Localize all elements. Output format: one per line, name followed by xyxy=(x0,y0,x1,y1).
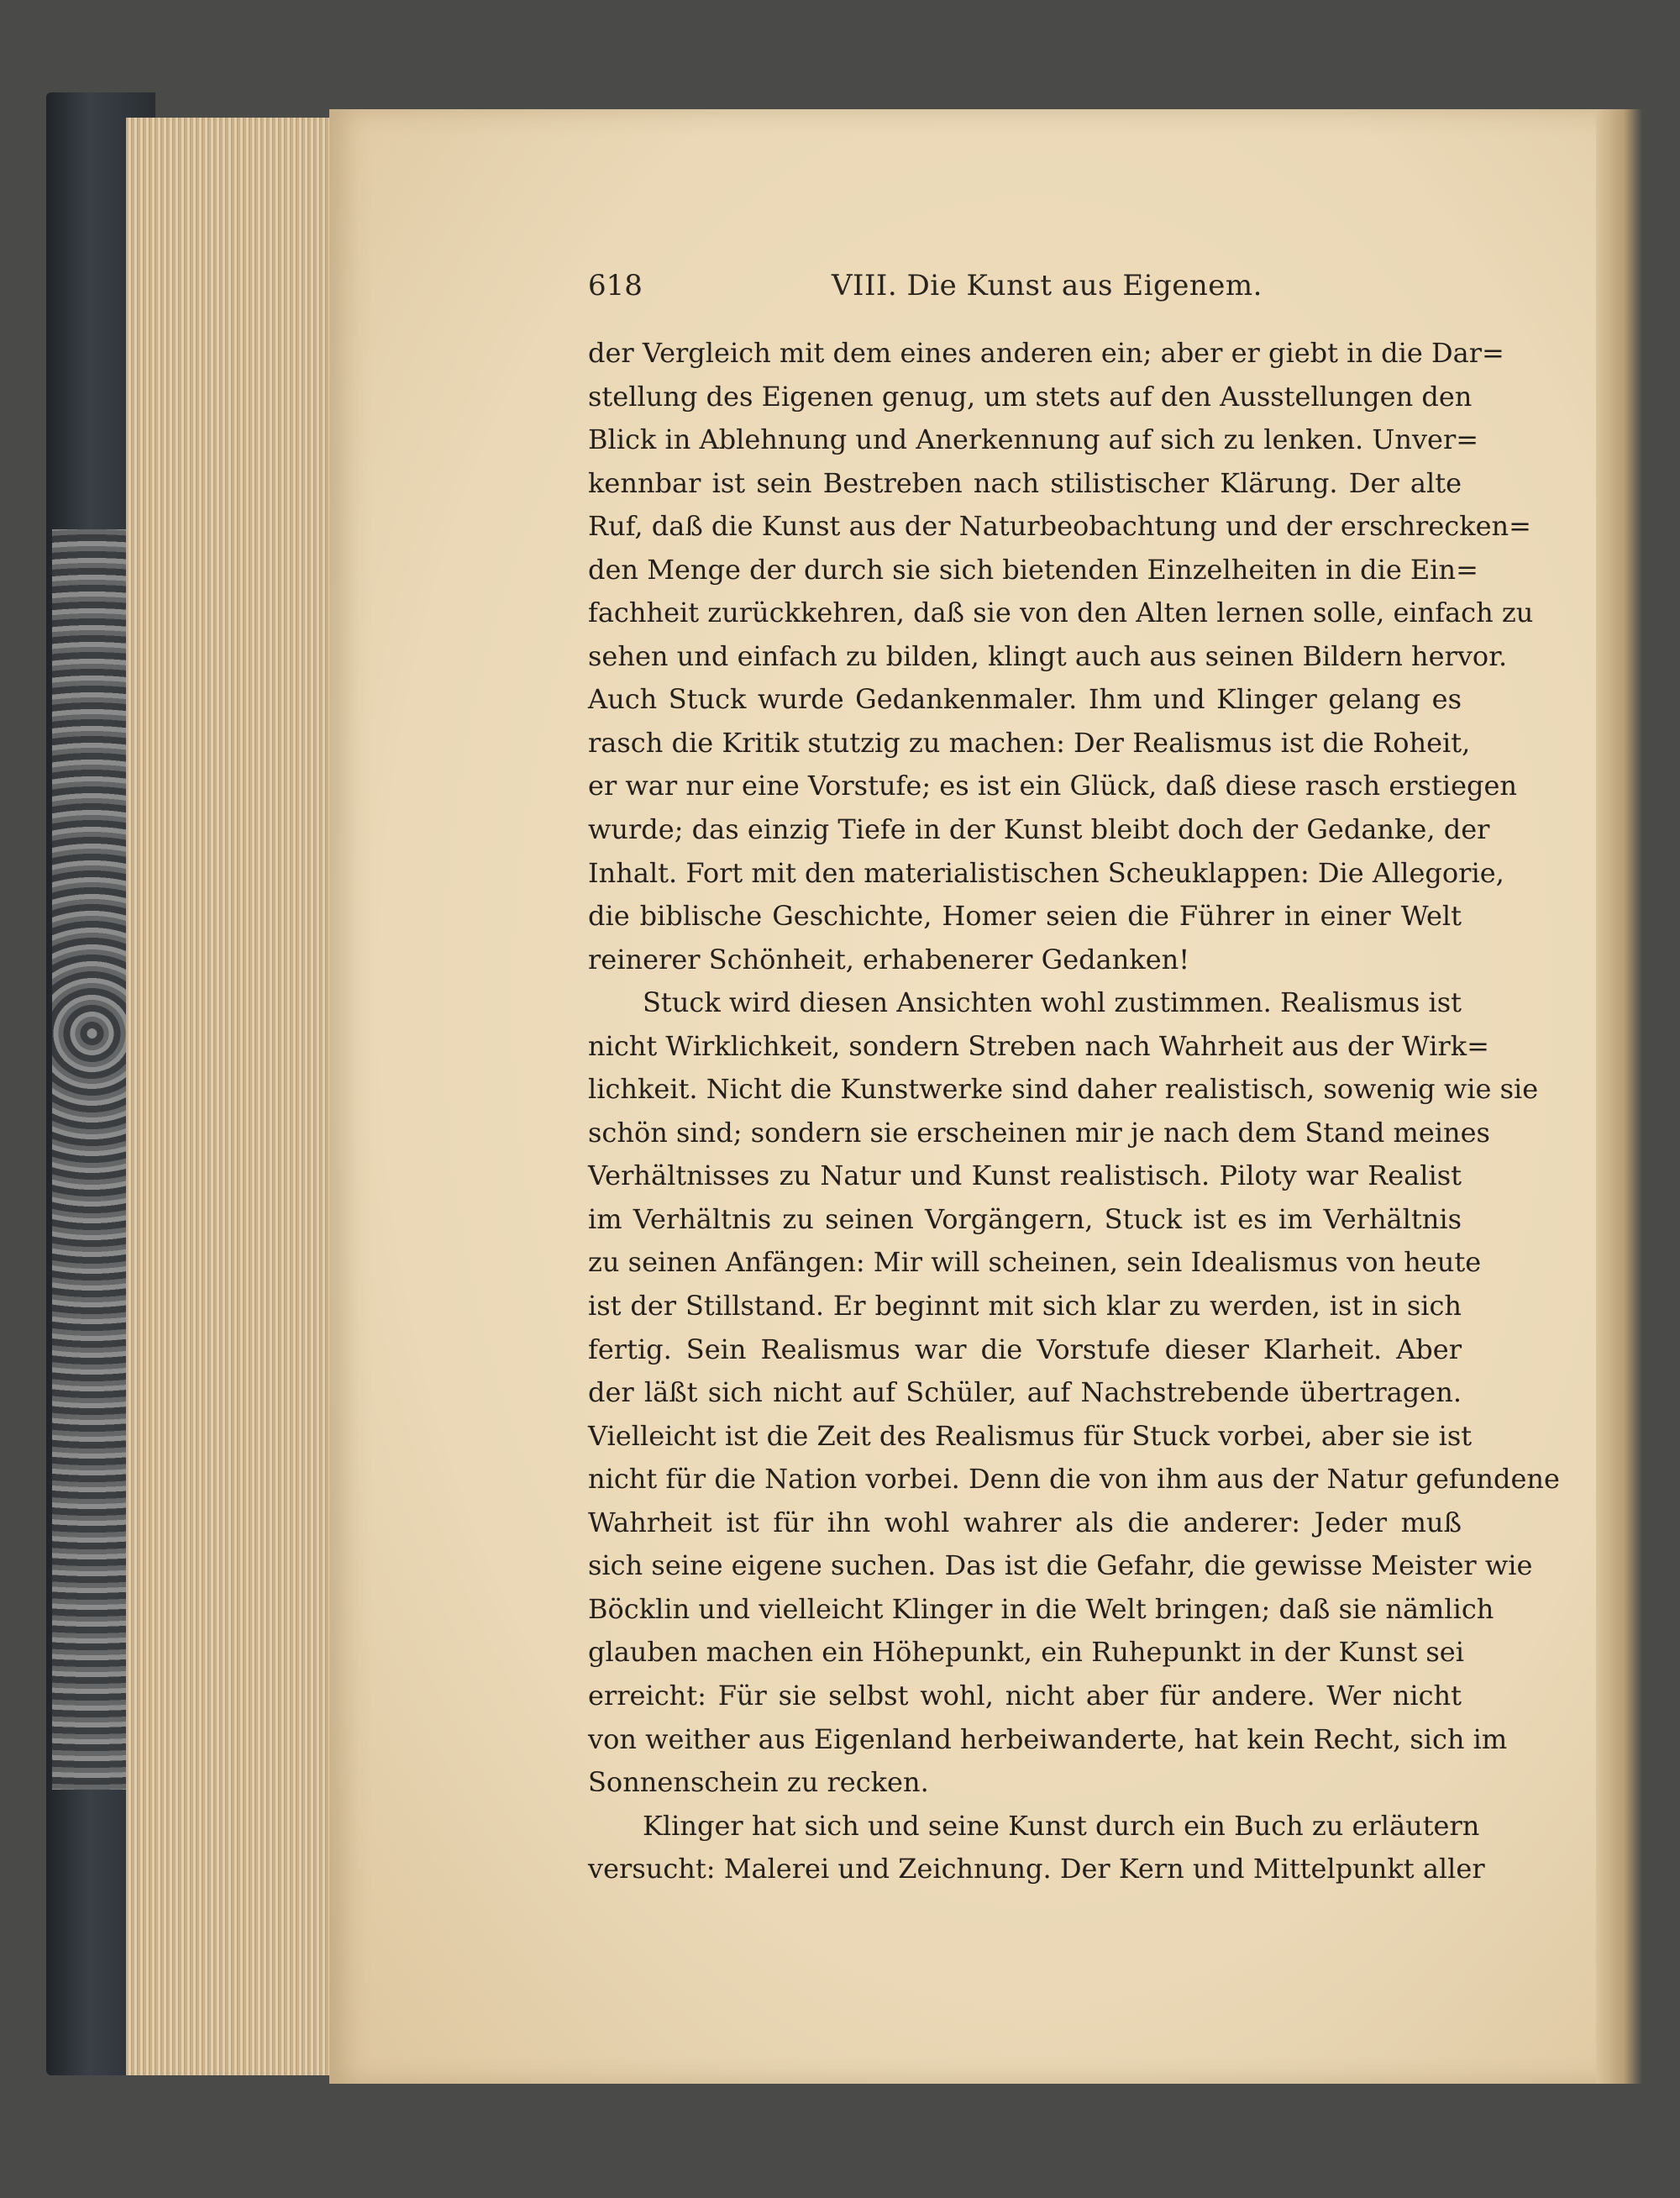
text-line: Stuck wird diesen Ansichten wohl zustimmen. Realismus ist xyxy=(643,986,1462,1019)
page-gutter-edge xyxy=(1596,109,1642,2084)
text-line: Blick in Ablehnung und Anerkennung auf sich zu lenken. Unver= xyxy=(588,423,1479,456)
text-line: kennbar ist sein Bestreben nach stilistischer Klärung. Der alte xyxy=(588,466,1462,499)
text-line: Ruf, daß die Kunst aus der Naturbeobachtung und der erschrecken= xyxy=(588,510,1531,543)
text-line: fachheit zurückkehren, daß sie von den Alten lernen solle, einfach zu xyxy=(588,597,1534,629)
text-line: Böcklin und vielleicht Klinger in die Welt bringen; daß sie nämlich xyxy=(588,1592,1494,1625)
text-line: reinerer Schönheit, erhabenerer Gedanken! xyxy=(588,943,1190,975)
text-line: Inhalt. Fort mit den materialistischen Scheuklappen: Die Allegorie, xyxy=(588,856,1504,889)
text-line: er war nur eine Vorstufe; es ist ein Glück, daß diese rasch erstiegen xyxy=(588,770,1518,802)
body-text xyxy=(588,332,1560,1891)
text-line: im Verhältnis zu seinen Vorgängern, Stuck ist es im Verhältnis xyxy=(588,1202,1462,1235)
text-line: schön sind; sondern sie erscheinen mir je nach dem Stand meines xyxy=(588,1116,1490,1149)
text-line: ist der Stillstand. Er beginnt mit sich klar zu werden, ist in sich xyxy=(588,1290,1462,1322)
page-number: 618 xyxy=(588,269,643,302)
text-line: den Menge der durch sie sich bietenden Einzelheiten in die Ein= xyxy=(588,553,1478,586)
text-line: Wahrheit ist für ihn wohl wahrer als die anderer: Jeder muß xyxy=(588,1506,1462,1538)
text-line: Sonnenschein zu recken. xyxy=(588,1766,929,1799)
text-line: Klinger hat sich und seine Kunst durch ein Buch zu erläutern xyxy=(643,1809,1480,1842)
text-line: erreicht: Für sie selbst wohl, nicht aber für andere. Wer nicht xyxy=(588,1679,1462,1712)
text-line: Vielleicht ist die Zeit des Realismus für Stuck vorbei, aber sie ist xyxy=(588,1419,1473,1452)
text-line: stellung des Eigenen genug, um stets auf den Ausstellungen den xyxy=(588,380,1473,413)
running-title: VIII. Die Kunst aus Eigenem. xyxy=(832,269,1263,302)
text-line: sich seine eigene suchen. Das ist die Gefahr, die gewisse Meister wie xyxy=(588,1549,1533,1582)
text-line: wurde; das einzig Tiefe in der Kunst bleibt doch der Gedanke, der xyxy=(588,813,1490,846)
text-line: rasch die Kritik stutzig zu machen: Der Realismus ist die Roheit, xyxy=(588,726,1471,759)
text-line: versucht: Malerei und Zeichnung. Der Kern und Mittelpunkt aller xyxy=(588,1853,1485,1885)
text-line: glauben machen ein Höhepunkt, ein Ruhepunkt in der Kunst sei xyxy=(588,1636,1464,1669)
text-line: der läßt sich nicht auf Schüler, auf Nachstrebende übertragen. xyxy=(588,1376,1462,1409)
text-line: nicht für die Nation vorbei. Denn die von ihm aus der Natur gefundene xyxy=(588,1463,1560,1496)
text-line: zu seinen Anfängen: Mir will scheinen, sein Idealismus von heute xyxy=(588,1246,1482,1279)
text-line: nicht Wirklichkeit, sondern Streben nach Wahrheit aus der Wirk= xyxy=(588,1029,1489,1062)
marbled-cover-pattern xyxy=(52,529,132,1790)
text-line: von weither aus Eigenland herbeiwanderte, hat kein Recht, sich im xyxy=(588,1722,1508,1755)
text-line: Verhältnisses zu Natur und Kunst realistisch. Piloty war Realist xyxy=(588,1159,1462,1192)
text-line: lichkeit. Nicht die Kunstwerke sind daher realistisch, sowenig wie sie xyxy=(588,1073,1539,1106)
text-line: Auch Stuck wurde Gedankenmaler. Ihm und Klinger gelang es xyxy=(588,683,1462,716)
text-line: sehen und einfach zu bilden, klingt auch aus seinen Bildern hervor. xyxy=(588,639,1508,672)
text-line: die biblische Geschichte, Homer seien die Führer in einer Welt xyxy=(588,900,1462,933)
text-line: der Vergleich mit dem eines anderen ein; aber er giebt in die Dar= xyxy=(588,337,1504,369)
page-stack-edge xyxy=(126,118,332,2075)
text-line: fertig. Sein Realismus war die Vorstufe dieser Klarheit. Aber xyxy=(588,1333,1462,1365)
